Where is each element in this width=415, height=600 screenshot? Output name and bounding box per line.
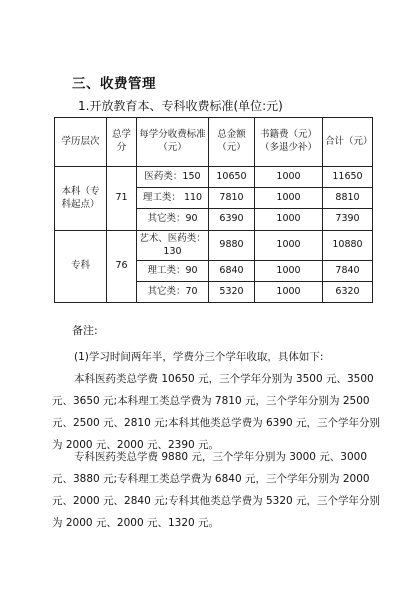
total-cell: 5320 (209, 282, 255, 303)
per-credit-cell: 艺术、医药类：130 (137, 231, 209, 261)
note-text: 专科医药类总学费 9880 元，三个学年分别为 3000 元、3000 元、3880 元;专科理工类总学费为 6840 元，三个学年分别为 2000 元、2000 元、2840 元;专科其他类总学费为 5320 元，三个学年分别为 2000 元、2000 元、1320 元。 (52, 451, 381, 529)
header-total: 总金额（元） (209, 118, 255, 167)
header-level: 学历层次 (55, 118, 107, 167)
notes-label: 备注: (72, 324, 98, 337)
books-cell: 1000 (255, 167, 323, 188)
per-credit-cell: 理工类： 110 (137, 188, 209, 209)
books-cell: 1000 (255, 231, 323, 261)
sum-cell: 8810 (323, 188, 373, 209)
per-credit-cell: 医药类：150 (137, 167, 209, 188)
header-sum: 合计（元） (323, 118, 373, 167)
note-text: 本科医药类总学费 10650 元，三个学年分别为 3500 元、3500 元、3650 元;本科理工类总学费为 7810 元，三个学年分别为 2500 元、2500 元、2810 元;本科其他类总学费为 6390 元，三个学年分别为 2000 元、2000 元、2390 元。 (52, 373, 381, 451)
sum-cell: 7390 (323, 209, 373, 231)
total-cell: 9880 (209, 231, 255, 261)
note-paragraph (52, 346, 382, 368)
total-cell: 7810 (209, 188, 255, 209)
header-credits: 总学分 (107, 118, 137, 167)
note-paragraph (52, 446, 382, 534)
books-cell: 1000 (255, 209, 323, 231)
credits-cell: 71 (107, 167, 137, 231)
table-row (55, 231, 373, 261)
sum-cell: 10880 (323, 231, 373, 261)
sum-cell: 7840 (323, 261, 373, 282)
credits-cell: 76 (107, 231, 137, 303)
note-text: (1)学习时间两年半，学费分三个学年收取，具体如下: (74, 351, 324, 363)
per-credit-cell: 理工类：90 (137, 261, 209, 282)
header-books: 书籍费（元）（多退少补） (255, 118, 323, 167)
note-paragraph (52, 368, 382, 456)
header-per-credit: 每学分收费标准（元） (137, 118, 209, 167)
total-cell: 10650 (209, 167, 255, 188)
sum-cell: 11650 (323, 167, 373, 188)
total-cell: 6840 (209, 261, 255, 282)
per-credit-cell: 其它类：90 (137, 209, 209, 231)
section-title: 三、收费管理 (72, 76, 156, 92)
books-cell: 1000 (255, 261, 323, 282)
fee-table (54, 117, 373, 303)
per-credit-cell: 其它类：70 (137, 282, 209, 303)
table-row (55, 167, 373, 188)
level-cell: 本科（专科起点） (55, 167, 107, 231)
table-caption: 1.开放教育本、专科收费标准(单位:元) (78, 99, 283, 113)
table-header-row (55, 118, 373, 167)
sum-cell: 6320 (323, 282, 373, 303)
books-cell: 1000 (255, 282, 323, 303)
books-cell: 1000 (255, 188, 323, 209)
level-cell: 专科 (55, 231, 107, 303)
total-cell: 6390 (209, 209, 255, 231)
